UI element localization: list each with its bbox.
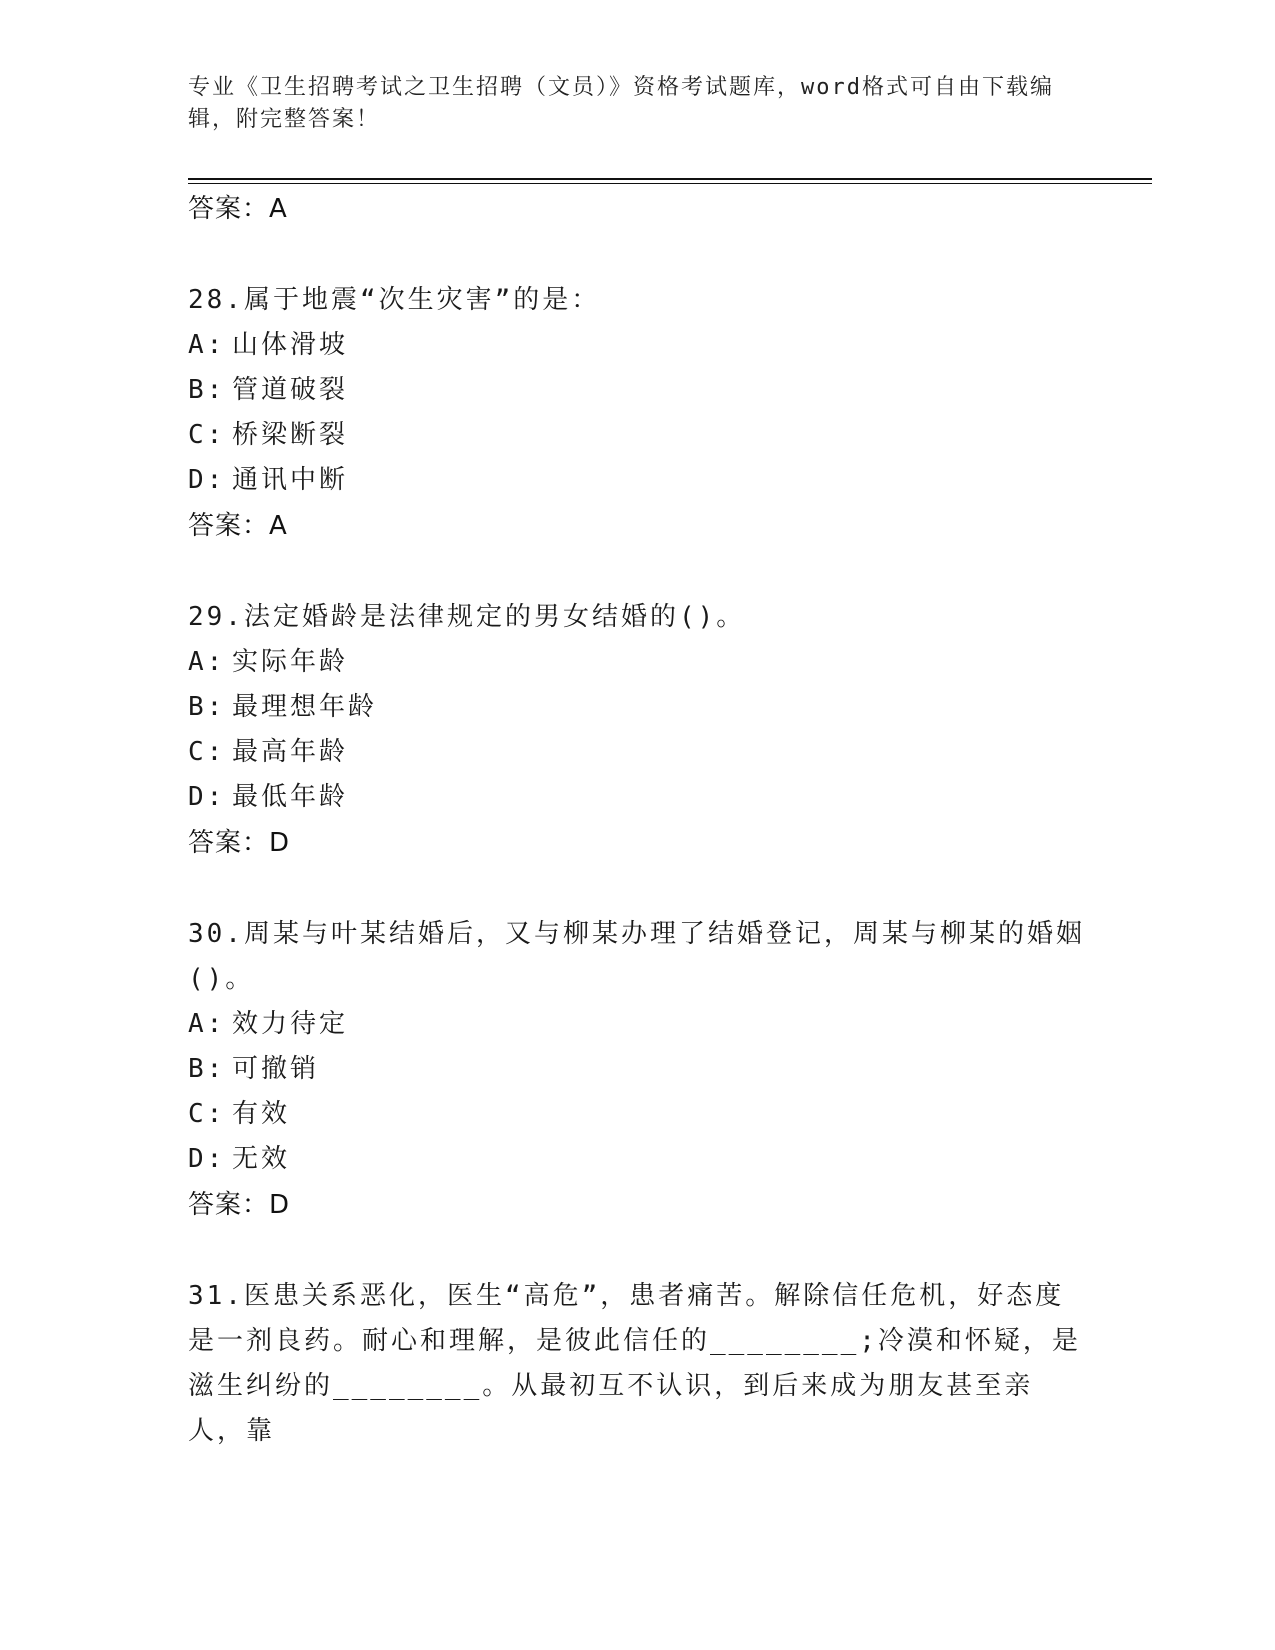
option-d [188, 775, 1088, 820]
option-c [188, 1092, 1088, 1137]
option-key: A: [188, 647, 226, 677]
document-header: 专业《卫生招聘考试之卫生招聘（文员）》资格考试题库，word格式可自由下载编辑，附完整答案！ [188, 75, 1054, 132]
option-a [188, 640, 1088, 685]
option-text: 无效 [232, 1144, 291, 1174]
question-stem: 31.医患关系恶化，医生“高危”，患者痛苦。解除信任危机，好态度是一剂良药。耐心和理解，是彼此信任的________;冷漠和怀疑，是滋生纠纷的________。从最初互不认识，到后来成为朋友甚至亲人，靠 [188, 1281, 1081, 1446]
option-text: 有效 [232, 1099, 291, 1129]
option-key: C: [188, 420, 226, 450]
option-key: C: [188, 737, 226, 767]
header-divider-thick [188, 178, 1152, 180]
option-key: A: [188, 330, 226, 360]
answer-line: 答案：A [188, 511, 288, 541]
option-text: 效力待定 [232, 1009, 349, 1039]
spacer [188, 549, 1088, 595]
option-key: B: [188, 375, 226, 405]
option-text: 最理想年龄 [232, 692, 378, 722]
option-c [188, 730, 1088, 775]
spacer [188, 866, 1088, 912]
option-text: 桥梁断裂 [232, 420, 349, 450]
option-text: 通讯中断 [232, 465, 349, 495]
option-key: B: [188, 692, 226, 722]
question-stem: 29.法定婚龄是法律规定的男女结婚的()。 [188, 602, 746, 632]
spacer [188, 232, 1088, 278]
option-text: 实际年龄 [232, 647, 349, 677]
question-30 [188, 912, 1088, 1228]
spacer [188, 1228, 1088, 1274]
option-text: 可撤销 [232, 1054, 320, 1084]
option-a [188, 323, 1088, 368]
option-key: A: [188, 1009, 226, 1039]
option-a [188, 1002, 1088, 1047]
question-29 [188, 595, 1088, 866]
question-list [188, 186, 1088, 1454]
option-d [188, 458, 1088, 503]
option-c [188, 413, 1088, 458]
header-divider-thin [188, 183, 1152, 184]
option-key: D: [188, 782, 226, 812]
option-text: 管道破裂 [232, 375, 349, 405]
option-d [188, 1137, 1088, 1182]
answer-line: 答案：D [188, 828, 291, 858]
option-key: B: [188, 1054, 226, 1084]
option-text: 最低年龄 [232, 782, 349, 812]
option-key: D: [188, 1144, 226, 1174]
question-31 [188, 1274, 1088, 1454]
option-b [188, 1047, 1088, 1092]
answer-line: 答案：A [188, 194, 288, 224]
option-key: C: [188, 1099, 226, 1129]
option-text: 山体滑坡 [232, 330, 349, 360]
option-text: 最高年龄 [232, 737, 349, 767]
question-stem: 30.周某与叶某结婚后，又与柳某办理了结婚登记，周某与柳某的婚姻()。 [188, 919, 1085, 994]
answer-line: 答案：D [188, 1190, 291, 1220]
option-b [188, 368, 1088, 413]
option-b [188, 685, 1088, 730]
question-28 [188, 278, 1088, 549]
option-key: D: [188, 465, 226, 495]
question-stem: 28.属于地震“次生灾害”的是： [188, 285, 601, 315]
